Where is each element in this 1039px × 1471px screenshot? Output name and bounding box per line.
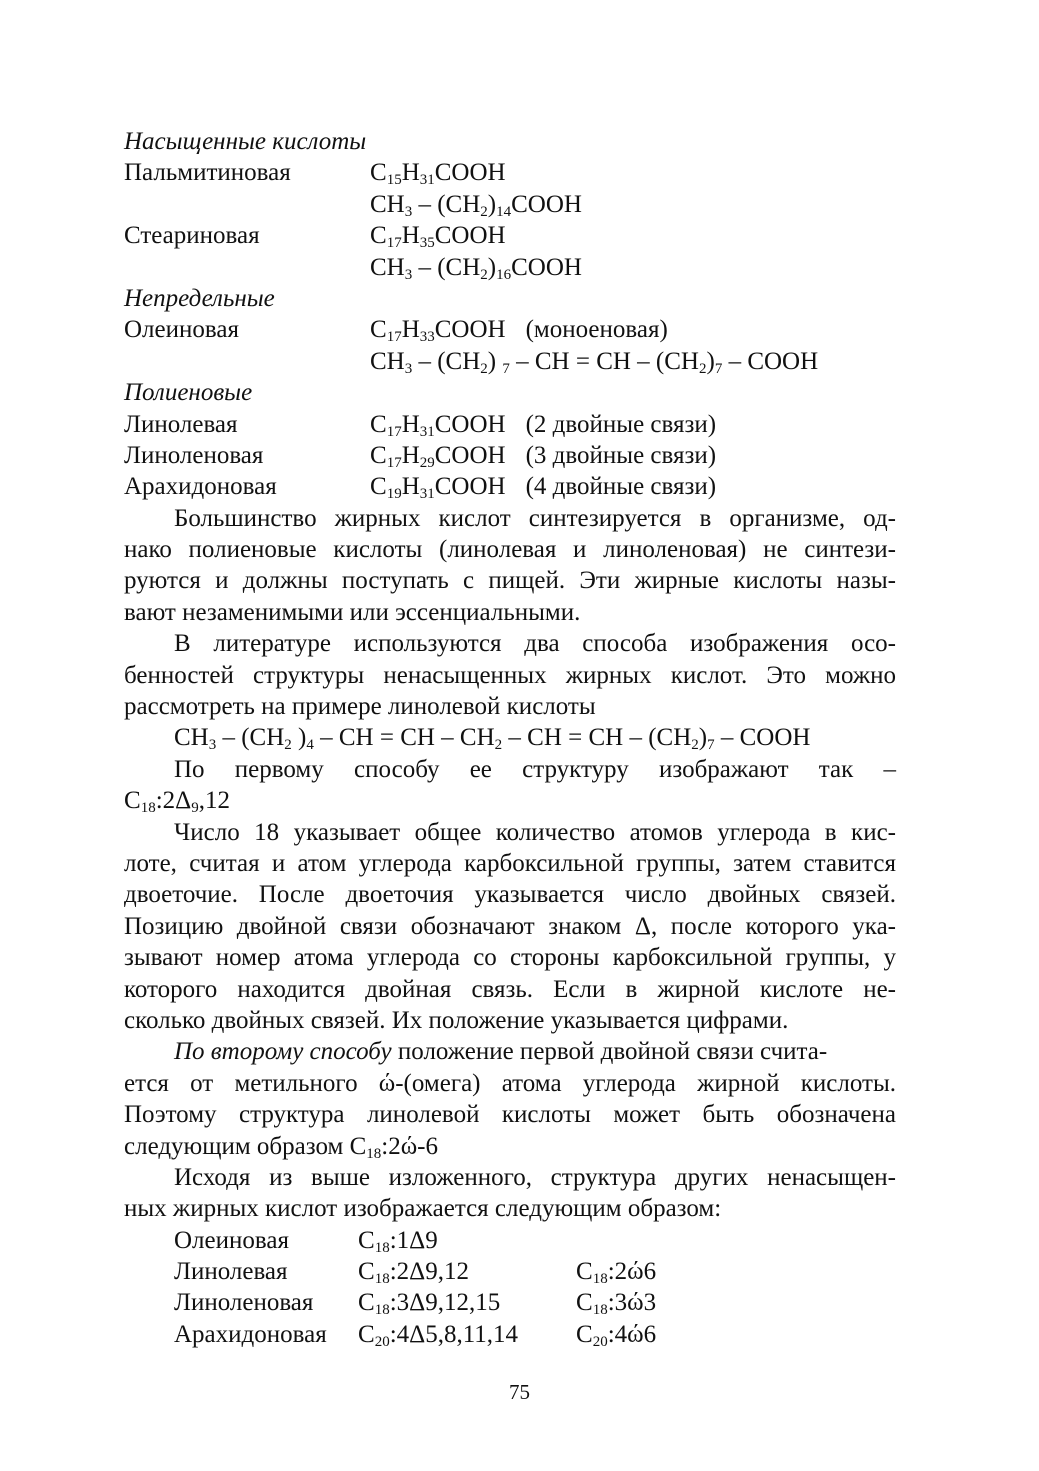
section-heading-saturated: Насыщенные кислоты <box>124 128 367 155</box>
structural-formula: $CH_3$ – $(CH_2)_{16}COOH$ <box>370 253 582 283</box>
acid-row-linoleic <box>124 409 896 440</box>
acid-name: Стеариновая <box>124 222 260 250</box>
delta-notation: $C_{18}:1\Delta 9$ <box>358 1226 438 1256</box>
text-line: бенностей структуры ненасыщенных жирных кислот. Это можно <box>124 661 896 689</box>
text-line: Поэтому структура линолевой кислоты может быть обозначена <box>124 1101 896 1129</box>
table-row <box>124 1319 896 1350</box>
acid-row-palmitic-structural <box>124 189 896 220</box>
formula: $C_{15}H_{31}COOH$ <box>370 159 506 189</box>
formula: $C_{19}H_{31}COOH$ <box>370 473 506 503</box>
text-line: нако полиеновые кислоты (линолевая и линоленовая) не синтези- <box>124 536 896 564</box>
text-line: В литературе используются два способа изображения осо- <box>174 630 896 658</box>
acid-row-stearic <box>124 220 896 251</box>
structural-formula: $CH_3 - (CH_2)$ $_7$ – CH = CH – $(CH_2)_7$ – COOH <box>370 347 819 377</box>
paragraph-conclusion <box>124 1162 896 1225</box>
paragraph-first-method <box>124 754 896 817</box>
acid-row-oleic <box>124 314 896 345</box>
delta-notation: $C_{20}:4\Delta 5,8,11,14$ <box>358 1320 519 1350</box>
table-row <box>124 1256 896 1287</box>
omega-notation: $C_{18}:2ώ6$ <box>576 1258 657 1288</box>
delta-notation: $C_{18}:2\Delta 9,12$ <box>358 1258 469 1288</box>
table-acid-name: Линоленовая <box>174 1289 314 1317</box>
text-line: Исходя из выше изложенного, структура других ненасыщен- <box>174 1163 896 1191</box>
formula: $C_{17}H_{33}COOH$ <box>370 316 506 346</box>
text-line: лоте, считая и атом углерода карбоксильной группы, затем ставится <box>124 849 896 877</box>
paragraph-second-method <box>124 1036 896 1162</box>
page-content <box>124 126 896 1350</box>
formula: $C_{17}H_{29}COOH$ <box>370 441 506 471</box>
table-acid-name: Арахидоновая <box>174 1320 327 1348</box>
acid-note: (моноеновая) <box>525 316 668 344</box>
text-line: ных жирных кислот изображается следующим образом: <box>124 1195 722 1223</box>
acid-name: Олеиновая <box>124 316 239 344</box>
acid-name: Линоленовая <box>124 441 264 469</box>
acid-name: Линолевая <box>124 410 238 438</box>
paragraph-notation-explanation <box>124 817 896 1037</box>
acid-row-oleic-structural <box>124 346 896 377</box>
text-line: зывают номер атома углерода со стороны карбоксильной группы, у <box>124 944 896 972</box>
section-heading-unsaturated: Непредельные <box>124 284 275 312</box>
table-acid-name: Олеиновая <box>174 1226 289 1254</box>
acid-row-palmitic <box>124 157 896 188</box>
delta-notation: $C_{18}:3\Delta 9,12,15$ <box>358 1289 501 1319</box>
acid-name: Пальмитиновая <box>124 159 291 187</box>
page-number: 75 <box>509 1380 530 1404</box>
text-line: вают незаменимыми или эссенциальными. <box>124 598 581 626</box>
text-line: которого находится двойная связь. Если в жирной кислоте не- <box>124 975 896 1003</box>
formula: $C_{17}H_{35}COOH$ <box>370 222 506 252</box>
paragraph-essential-acids <box>124 503 896 629</box>
table-acid-name: Линолевая <box>174 1258 288 1286</box>
text-line: По первому способу ее структуру изображают так – <box>174 755 896 783</box>
acid-note: (2 двойные связи) <box>525 410 717 438</box>
structural-formula: $CH_3$ – $(CH_2)_{14}COOH$ <box>370 190 582 220</box>
notation-table <box>124 1225 896 1351</box>
text-line: сколько двойных связей. Их положение указывается цифрами. <box>124 1006 789 1034</box>
text-line: ется от метильного ώ-(омега) атома углерода жирной кислоты. <box>124 1069 896 1097</box>
text-line: Большинство жирных кислот синтезируется в организме, од- <box>174 504 896 532</box>
text-line: Позицию двойной связи обозначают знаком Δ, после которого ука- <box>124 912 896 940</box>
text-line: руются и должны поступать с пищей. Эти жирные кислоты назы- <box>124 567 896 595</box>
text-line: двоеточие. После двоеточия указывается число двойных связей. <box>124 881 896 909</box>
acid-name: Арахидоновая <box>124 473 277 501</box>
table-row <box>124 1225 896 1256</box>
emphasis: По второму способу <box>174 1038 392 1066</box>
table-row <box>124 1287 896 1318</box>
second-method-notation: следующим образом $C_{18}:2ώ-6$ <box>124 1132 438 1162</box>
acid-row-arachidonic <box>124 471 896 502</box>
section-heading-polyenoic: Полиеновые <box>124 379 253 407</box>
text-line: По второму способу положение первой двойной связи счита- <box>174 1038 828 1066</box>
acid-note: (3 двойные связи) <box>525 441 717 469</box>
omega-notation: $C_{18}:3ώ3$ <box>576 1289 657 1319</box>
acid-note: (4 двойные связи) <box>525 473 717 501</box>
formula: $C_{17}H_{31}COOH$ <box>370 410 506 440</box>
paragraph-notation-intro <box>124 628 896 722</box>
omega-notation: $C_{20}:4ώ6$ <box>576 1320 657 1350</box>
acid-row-stearic-structural <box>124 252 896 283</box>
first-method-notation: $C_{18}:2\Delta_9,12$ <box>124 787 230 817</box>
acid-row-linolenic <box>124 440 896 471</box>
text-line: рассмотреть на примере линолевой кислоты <box>124 693 596 721</box>
text-line: Число 18 указывает общее количество атомов углерода в кис- <box>174 818 896 846</box>
linoleic-structural-formula: $CH_3 - (CH_2$ )$_4$ – CH = CH – $CH_2$ – CH = CH – $(CH_2)_7$ – COOH <box>174 724 811 754</box>
